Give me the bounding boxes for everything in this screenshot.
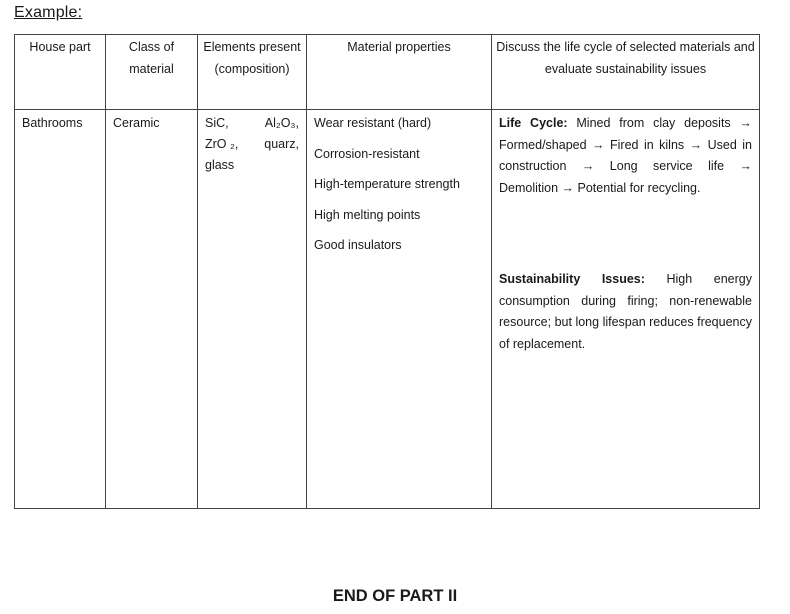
property-item: Good insulators bbox=[314, 238, 402, 252]
header-life-cycle: Discuss the life cycle of selected materials and evaluate sustainability issues bbox=[492, 35, 760, 110]
composition-line-1 bbox=[205, 113, 299, 134]
life-cycle-paragraph bbox=[499, 113, 752, 199]
sustainability-text: High energy consumption during firing; non-renewable resource; but long lifespan reduces frequency of replacement. bbox=[499, 272, 752, 351]
composition-glass: glass bbox=[205, 158, 235, 172]
composition-sic: SiC, bbox=[205, 116, 229, 130]
header-class-of-material: Class of material bbox=[106, 35, 198, 110]
example-label: Example: bbox=[14, 4, 83, 21]
header-house-part: House part bbox=[15, 35, 106, 110]
property-item: High-temperature strength bbox=[314, 177, 460, 191]
composition-quarz: quarz, bbox=[264, 137, 299, 151]
sustainability-label: Sustainability Issues: bbox=[499, 272, 645, 286]
composition-line-2 bbox=[205, 134, 299, 155]
cell-life-cycle bbox=[492, 110, 760, 509]
property-item: Wear resistant (hard) bbox=[314, 116, 432, 130]
paragraph-gap bbox=[499, 199, 752, 269]
end-of-part-heading: END OF PART II bbox=[332, 587, 458, 605]
cell-properties bbox=[307, 110, 492, 509]
header-elements-present: Elements present (composition) bbox=[198, 35, 307, 110]
header-material-properties: Material properties bbox=[307, 35, 492, 110]
cell-class: Ceramic bbox=[106, 110, 198, 509]
life-cycle-label: Life Cycle: bbox=[499, 116, 568, 130]
property-item: Corrosion-resistant bbox=[314, 146, 420, 161]
composition-al2o3: Al₂O₃, bbox=[264, 116, 299, 130]
sustainability-paragraph bbox=[499, 269, 752, 355]
example-table bbox=[14, 34, 760, 509]
property-item: High melting points bbox=[314, 207, 421, 222]
composition-zro2: ZrO ₂, bbox=[205, 137, 239, 151]
cell-composition bbox=[198, 110, 307, 509]
table-header-row bbox=[15, 35, 760, 110]
life-cycle-text: Mined from clay deposits → Formed/shaped → Fired in kilns → Used in construction → Long service life → Demolition → Potential for recycling. bbox=[499, 116, 752, 195]
table-row bbox=[15, 110, 760, 509]
cell-house-part: Bathrooms bbox=[15, 110, 106, 509]
